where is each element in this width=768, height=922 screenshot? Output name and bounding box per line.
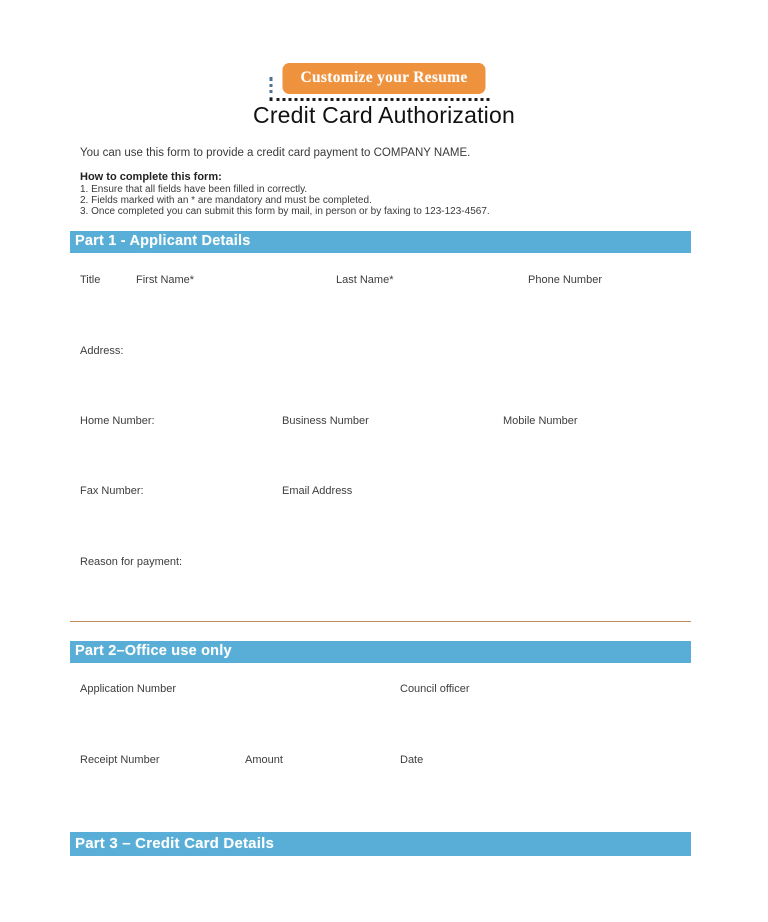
mobile-number-input[interactable] (503, 410, 690, 434)
receipt-number-input[interactable] (72, 786, 228, 810)
intro-text: You can use this form to provide a credit card payment to COMPANY NAME. (80, 147, 471, 159)
part2-header: Part 2–Office use only (70, 641, 691, 663)
last-name-label: Last Name* (336, 274, 394, 286)
first-name-input[interactable] (130, 299, 312, 333)
howto-item-1: 1. Ensure that all fields have been filled in correctly. (80, 184, 308, 195)
business-number-label: Business Number (282, 415, 369, 427)
phone-input[interactable] (518, 299, 686, 333)
mobile-number-label: Mobile Number (503, 415, 578, 427)
part1-header: Part 1 - Applicant Details (70, 231, 691, 253)
fax-number-label: Fax Number: (80, 485, 144, 497)
address-label: Address: (80, 345, 124, 357)
home-number-input[interactable] (72, 410, 248, 434)
last-name-input[interactable] (336, 299, 504, 333)
part3-header: Part 3 – Credit Card Details (70, 832, 691, 856)
date-label: Date (400, 754, 424, 766)
date-input[interactable] (400, 773, 466, 811)
first-name-label: First Name* (136, 274, 195, 286)
application-number-input[interactable] (72, 711, 380, 745)
council-officer-input[interactable] (400, 711, 768, 745)
customize-resume-badge[interactable]: Customize your Resume (282, 63, 485, 94)
howto-item-2: 2. Fields marked with an * are mandatory and must be completed. (80, 195, 372, 206)
application-number-label: Application Number (80, 683, 176, 695)
home-number-label: Home Number: (80, 415, 155, 427)
email-address-label: Email Address (282, 485, 353, 497)
fax-number-input[interactable] (72, 509, 248, 546)
email-address-input[interactable] (276, 509, 481, 546)
section-divider (70, 621, 691, 622)
receipt-number-label: Receipt Number (80, 754, 160, 766)
council-officer-label: Council officer (400, 683, 470, 695)
amount-input[interactable] (240, 773, 380, 811)
page-title: Credit Card Authorization (253, 102, 515, 128)
howto-item-3: 3. Once completed you can submit this form by mail, in person or by faxing to 123-123-4567. (80, 206, 490, 217)
phone-label: Phone Number (528, 274, 602, 286)
howto-heading: How to complete this form: (80, 171, 222, 183)
business-number-input[interactable] (276, 433, 481, 471)
title-label: Title (80, 274, 101, 286)
reason-for-payment-label: Reason for payment: (80, 556, 183, 568)
amount-label: Amount (245, 754, 283, 766)
title-input[interactable] (70, 299, 114, 333)
badge-selection-marquee (282, 63, 485, 94)
